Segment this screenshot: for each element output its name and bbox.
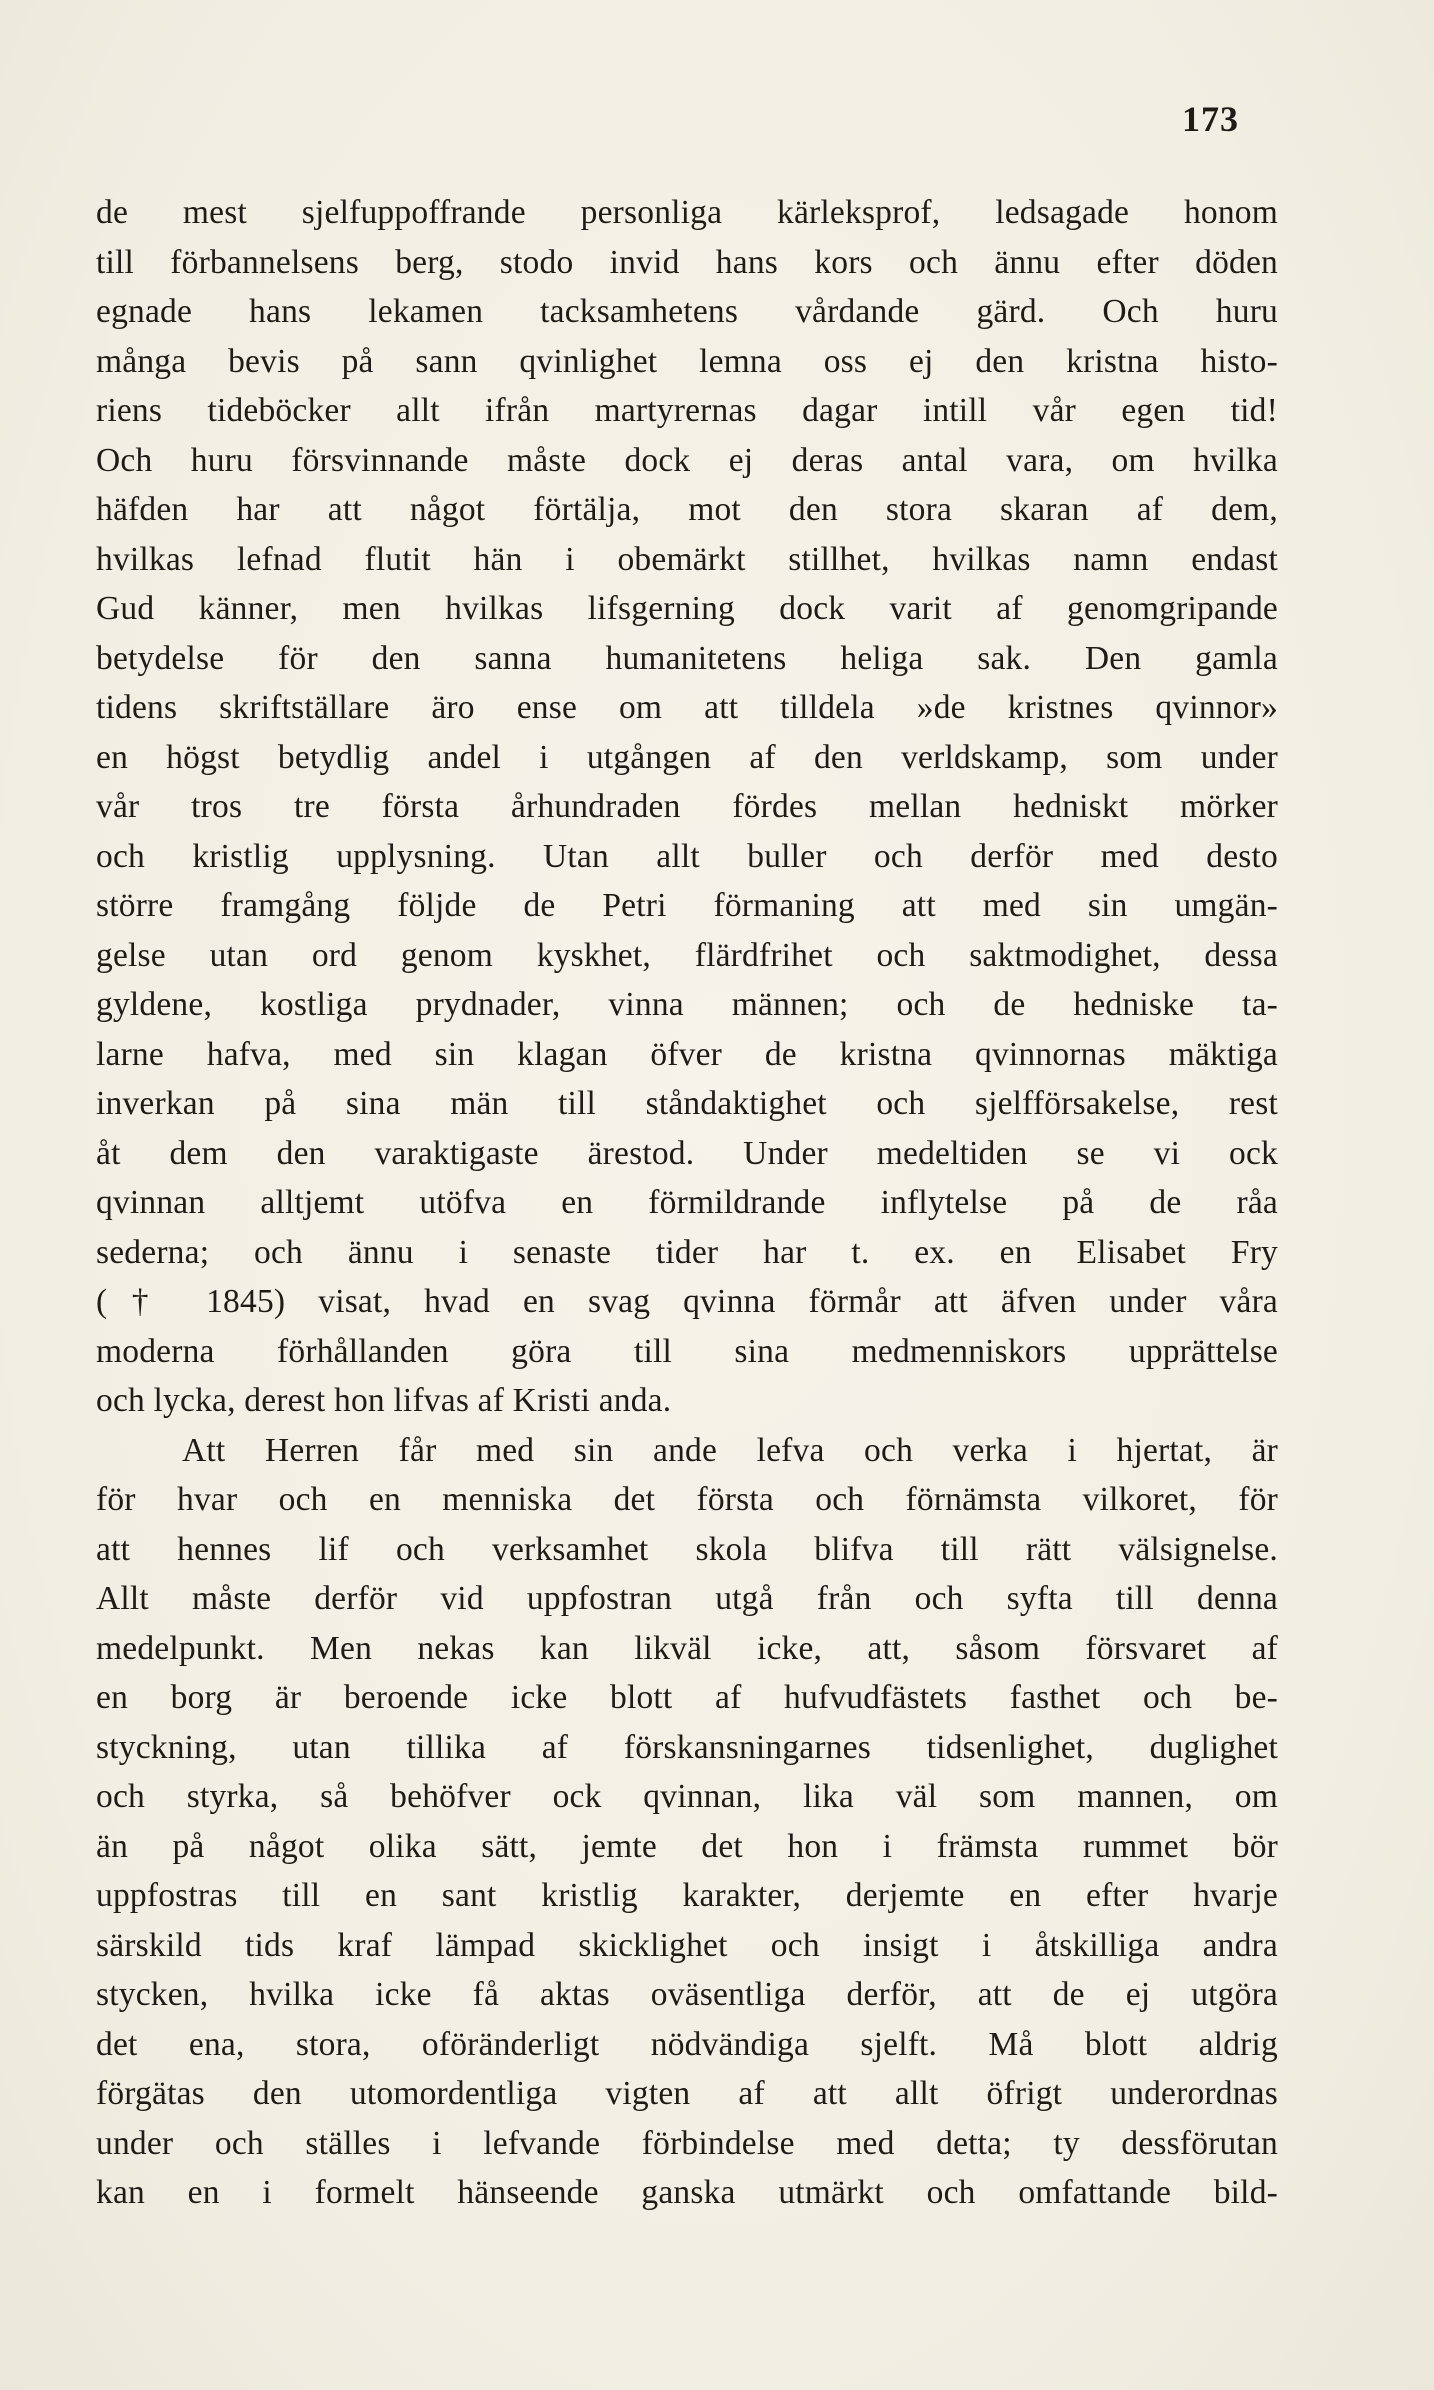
text-line: till förbannelsens berg, stodo invid hans kors och ännu efter döden xyxy=(96,243,1278,281)
text-line: larne hafva, med sin klagan öfver de kristna qvinnornas mäktiga xyxy=(96,1035,1278,1073)
text-line: Gud känner, men hvilkas lifsgerning dock varit af genomgripande xyxy=(96,590,1278,627)
text-line: sederna; och ännu i senaste tider har t. ex. en Elisabet Fry xyxy=(96,1233,1278,1271)
text-line: († 1845) visat, hvad en svag qvinna förmår att äfven under våra xyxy=(96,1283,1278,1320)
text-line: medelpunkt. Men nekas kan likväl icke, att, såsom försvaret af xyxy=(96,1629,1278,1667)
text-line: för hvar och en menniska det första och förnämsta vilkoret, för xyxy=(96,1481,1278,1518)
text-line: häfden har att något förtälja, mot den stora skaran af dem, xyxy=(96,491,1278,528)
text-line: hvilkas lefnad flutit hän i obemärkt stillhet, hvilkas namn endast xyxy=(96,540,1278,578)
text-line: riens tideböcker allt ifrån martyrernas dagar intill vår egen tid! xyxy=(96,392,1278,429)
text-line: gyldene, kostliga prydnader, vinna männen; och de hedniske ta- xyxy=(96,986,1278,1023)
text-line: och kristlig upplysning. Utan allt buller och derför med desto xyxy=(96,837,1278,875)
text-line: åt dem den varaktigaste ärestod. Under medeltiden se vi ock xyxy=(96,1134,1278,1172)
text-line: vår tros tre första århundraden fördes mellan hedniskt mörker xyxy=(96,788,1278,825)
body-text xyxy=(96,188,1278,2218)
text-line: egnade hans lekamen tacksamhetens vårdande gärd. Och huru xyxy=(96,293,1278,330)
text-line: moderna förhållanden göra till sina medmenniskors upprättelse xyxy=(96,1332,1278,1370)
text-line: stycken, hvilka icke få aktas oväsentliga derför, att de ej utgöra xyxy=(96,1976,1278,2013)
text-line: uppfostras till en sant kristlig karakter, derjemte en efter hvarje xyxy=(96,1877,1278,1914)
text-line: större framgång följde de Petri förmaning att med sin umgän- xyxy=(96,887,1278,924)
text-line: under och ställes i lefvande förbindelse med detta; ty dessförutan xyxy=(96,2124,1278,2162)
text-line: förgätas den utomordentliga vigten af att allt öfrigt underordnas xyxy=(96,2075,1278,2112)
text-line: gelse utan ord genom kyskhet, flärdfrihet och saktmodighet, dessa xyxy=(96,936,1278,974)
text-line: och styrka, så behöfver ock qvinnan, lika väl som mannen, om xyxy=(96,1778,1278,1815)
text-line: att hennes lif och verksamhet skola blifva till rätt välsignelse. xyxy=(96,1530,1278,1568)
text-line: Allt måste derför vid uppfostran utgå från och syfta till denna xyxy=(96,1580,1278,1617)
text-line: betydelse för den sanna humanitetens heliga sak. Den gamla xyxy=(96,639,1278,677)
text-line: tidens skriftställare äro ense om att tilldela »de kristnes qvinnor» xyxy=(96,689,1278,726)
page-number: 173 xyxy=(1182,99,1239,139)
text-line: qvinnan alltjemt utöfva en förmildrande inflytelse på de råa xyxy=(96,1184,1278,1221)
text-line: de mest sjelfuppoffrande personliga kärleksprof, ledsagade honom xyxy=(96,194,1278,231)
text-line: en högst betydlig andel i utgången af den verldskamp, som under xyxy=(96,738,1278,776)
paragraph-start-line: Att Herren får med sin ande lefva och verka i hjertat, är xyxy=(182,1431,1278,1469)
text-line: särskild tids kraf lämpad skicklighet och insigt i åtskilliga andra xyxy=(96,1926,1278,1964)
text-line: kan en i formelt hänseende ganska utmärkt och omfattande bild- xyxy=(96,2174,1278,2211)
text-line: Och huru försvinnande måste dock ej deras antal vara, om hvilka xyxy=(96,441,1278,479)
text-line: en borg är beroende icke blott af hufvudfästets fasthet och be- xyxy=(96,1679,1278,1716)
text-line: än på något olika sätt, jemte det hon i främsta rummet bör xyxy=(96,1827,1278,1865)
text-line: det ena, stora, oföränderligt nödvändiga sjelft. Må blott aldrig xyxy=(96,2025,1278,2063)
paragraph-end-line: och lycka, derest hon lifvas af Kristi anda. xyxy=(96,1382,672,1419)
text-line: många bevis på sann qvinlighet lemna oss ej den kristna histo- xyxy=(96,342,1278,380)
text-line: inverkan på sina män till ståndaktighet och sjelfförsakelse, rest xyxy=(96,1085,1278,1122)
text-line: styckning, utan tillika af förskansningarnes tidsenlighet, duglighet xyxy=(96,1728,1278,1766)
